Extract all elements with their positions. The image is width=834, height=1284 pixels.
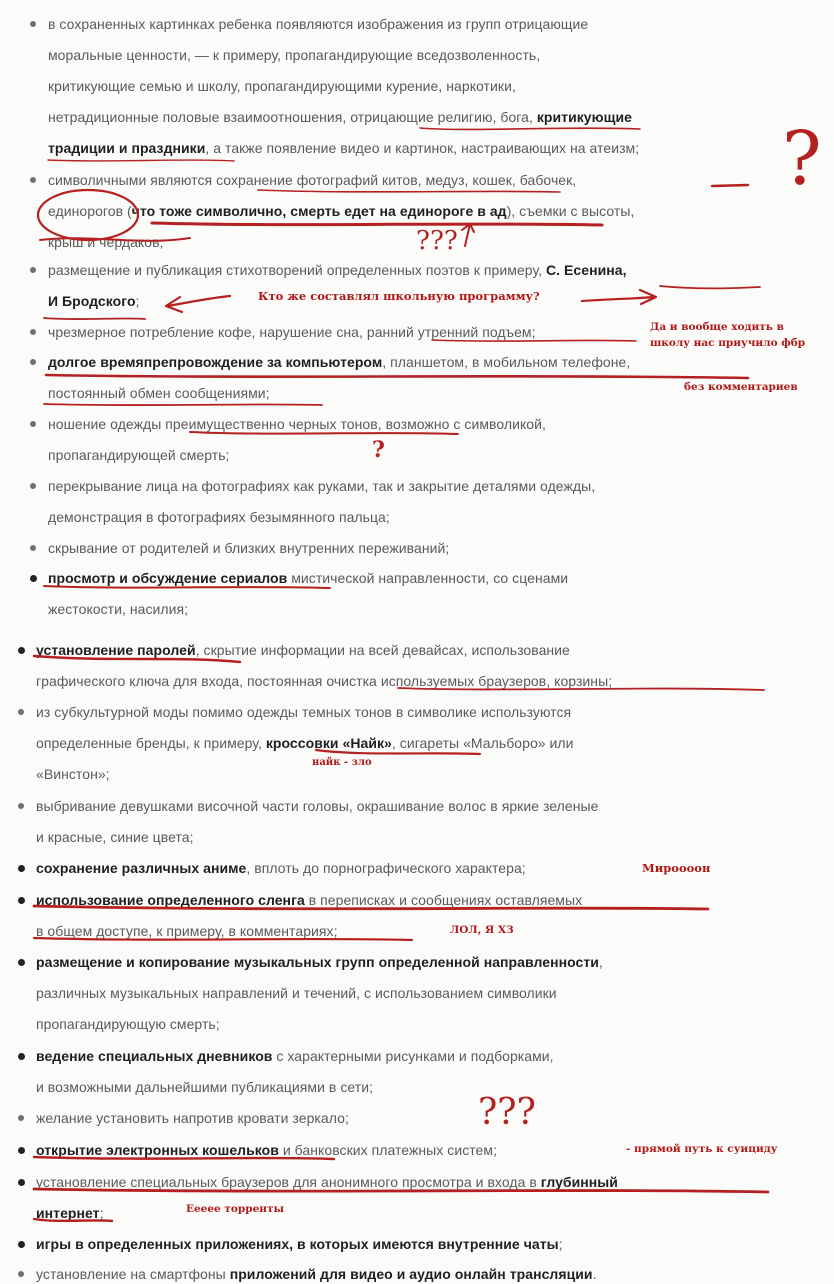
list-item-line: пропагандирующей смерть;: [48, 447, 230, 463]
list-item-line: просмотр и обсуждение сериалов мистической направленности, со сценами: [48, 570, 569, 586]
bold-phrase: открытие электронных кошельков: [36, 1142, 279, 1158]
list-item-line: «Винстон»;: [36, 766, 110, 782]
bold-phrase: С. Есенина,: [545, 262, 627, 278]
bullet: [18, 709, 24, 715]
bold-phrase: традиции и праздники: [48, 140, 206, 156]
list-item-line: моральные ценности, — к примеру, пропагандирующие вседозволенность,: [48, 47, 541, 63]
question-marks-unicorn: ???: [416, 226, 458, 256]
bullet: [18, 1147, 25, 1154]
bullet: [18, 1115, 24, 1121]
question-marks-mirror: ???: [478, 1092, 536, 1133]
bullet: [18, 897, 25, 904]
bullet: [30, 575, 37, 582]
bold-phrase: размещение и копирование музыкальных групп определенной направленности: [36, 954, 599, 970]
list-item-line: скрывание от родителей и близких внутренних переживаний;: [48, 540, 450, 556]
list-item-line: графического ключа для входа, постоянная очистка используемых браузеров, корзины;: [36, 673, 613, 689]
bullet: [18, 1271, 24, 1277]
list-item-line: и возможными дальнейшими публикациями в сети;: [36, 1079, 374, 1095]
list-item-line: в сохраненных картинках ребенка появляются изображения из групп отрицающие: [48, 16, 589, 32]
list-item-line: игры в определенных приложениях, в которых имеются внутренние чаты;: [36, 1236, 563, 1252]
bold-phrase: приложений для видео и аудио онлайн трансляции: [229, 1266, 593, 1282]
bullet: [18, 1179, 25, 1186]
note-lol: ЛОЛ, Я ХЗ: [450, 924, 514, 936]
list-item-line: ношение одежды преимущественно черных тонов, возможно с символикой,: [48, 416, 546, 432]
list-item-line: постоянный обмен сообщениями;: [48, 385, 270, 401]
list-item-line: размещение и публикация стихотворений определенных поэтов к примеру, С. Есенина,: [48, 262, 627, 278]
list-item-line: долгое времяпрепровождение за компьютером, планшетом, в мобильном телефоне,: [48, 354, 631, 370]
bold-phrase: игры в определенных приложениях, в которых имеются внутренние чаты: [36, 1236, 559, 1252]
bold-phrase: глубинный: [540, 1174, 618, 1190]
bold-phrase: критикующие: [536, 109, 632, 125]
bullet: [30, 21, 36, 27]
list-item-line: открытие электронных кошельков и банковских платежных систем;: [36, 1142, 498, 1158]
list-item-line: установление на смартфоны приложений для видео и аудио онлайн трансляции.: [36, 1266, 597, 1282]
bullet: [18, 865, 25, 872]
list-item-line: желание установить напротив кровати зеркало;: [36, 1110, 349, 1126]
note-no-comment: без комментариев: [684, 381, 798, 393]
list-item-line: И Бродского;: [48, 293, 140, 309]
list-item-line: жестокости, насилия;: [48, 601, 189, 617]
bold-phrase: сохранение различных аниме: [36, 860, 247, 876]
list-item-line: установление паролей, скрытие информации на всей девайсах, использование: [36, 642, 570, 658]
list-item-line: крыш и чердаков;: [48, 234, 164, 250]
list-item-line: нетрадиционные половые взаимоотношения, отрицающие религию, бога, критикующие: [48, 109, 632, 125]
bullet: [18, 1053, 25, 1060]
list-item-line: демонстрация в фотографиях безымянного пальца;: [48, 509, 390, 525]
bullet: [18, 1241, 25, 1248]
bold-phrase: долгое времяпрепровождение за компьютером: [48, 354, 383, 370]
bold-phrase: кроссовки «Найк»: [265, 735, 392, 751]
list-item-line: пропагандирующую смерть;: [36, 1016, 220, 1032]
bold-phrase: И Бродского: [48, 293, 136, 309]
list-item-line: критикующие семью и школу, пропагандирующими курение, наркотики,: [48, 78, 516, 94]
bold-phrase: просмотр и обсуждение сериалов: [48, 570, 288, 586]
list-item-line: различных музыкальных направлений и течений, с использованием символики: [36, 985, 557, 1001]
list-item-line: использование определенного сленга в переписках и сообщениях оставляемых: [36, 892, 583, 908]
list-item-line: сохранение различных аниме, вплоть до порнографического характера;: [36, 860, 526, 876]
bold-phrase: что тоже символично, смерть едет на единороге в ад: [131, 203, 507, 219]
note-miroon: Мироооон: [642, 861, 711, 875]
question-mark-big: ?: [782, 116, 822, 202]
list-item-line: перекрывание лица на фотографиях как руками, так и закрытие деталями одежды,: [48, 478, 596, 494]
list-item-line: размещение и копирование музыкальных групп определенной направленности,: [36, 954, 603, 970]
list-item-line: выбривание девушками височной части головы, окрашивание волос в яркие зеленые: [36, 798, 599, 814]
list-item-line: единорогов (что тоже символично, смерть едет на единороге в ад), съемки с высоты,: [48, 203, 635, 219]
list-item-line: чрезмерное потребление кофе, нарушение сна, ранний утренний подъем;: [48, 324, 536, 340]
list-item-line: установление специальных браузеров для анонимного просмотра и входа в глубинный: [36, 1174, 618, 1190]
bold-phrase: ведение специальных дневников: [36, 1048, 273, 1064]
bullet: [30, 483, 36, 489]
bullet: [30, 421, 36, 427]
note-who-made-program: Кто же составлял школьную программу?: [258, 289, 540, 303]
list-item-line: из субкультурной моды помимо одежды темных тонов в символике используются: [36, 704, 572, 720]
bold-phrase: интернет: [36, 1205, 100, 1221]
bold-phrase: установление паролей: [36, 642, 196, 658]
bullet: [30, 359, 36, 365]
note-fbi-line2: школу нас приучило фбр: [650, 337, 806, 349]
bullet: [30, 329, 36, 335]
bullet: [30, 545, 36, 551]
list-item-line: определенные бренды, к примеру, кроссовки «Найк», сигареты «Мальборо» или: [36, 735, 574, 751]
bold-phrase: использование определенного сленга: [36, 892, 305, 908]
question-mark-black: ?: [372, 437, 385, 463]
note-nike-evil: найк - зло: [312, 757, 372, 768]
bullet: [18, 803, 24, 809]
list-item-line: ведение специальных дневников с характерными рисунками и подборками,: [36, 1048, 554, 1064]
list-item-line: в общем доступе, к примеру, в комментариях;: [36, 923, 338, 939]
bullet: [18, 647, 25, 654]
list-item-line: традиции и праздники, а также появление видео и картинок, настраивающих на атеизм;: [48, 140, 640, 156]
bullet: [30, 177, 36, 183]
bullet: [30, 267, 36, 273]
list-item-line: интернет;: [36, 1205, 104, 1221]
note-torrents: Ееееe торренты: [186, 1203, 284, 1215]
note-suicide: - прямой путь к суициду: [626, 1143, 778, 1155]
note-fbi-line1: Да и вообще ходить в: [650, 321, 784, 333]
list-item-line: и красные, синие цвета;: [36, 829, 194, 845]
bullet: [18, 959, 25, 966]
list-item-line: символичными являются сохранение фотографий китов, медуз, кошек, бабочек,: [48, 172, 577, 188]
